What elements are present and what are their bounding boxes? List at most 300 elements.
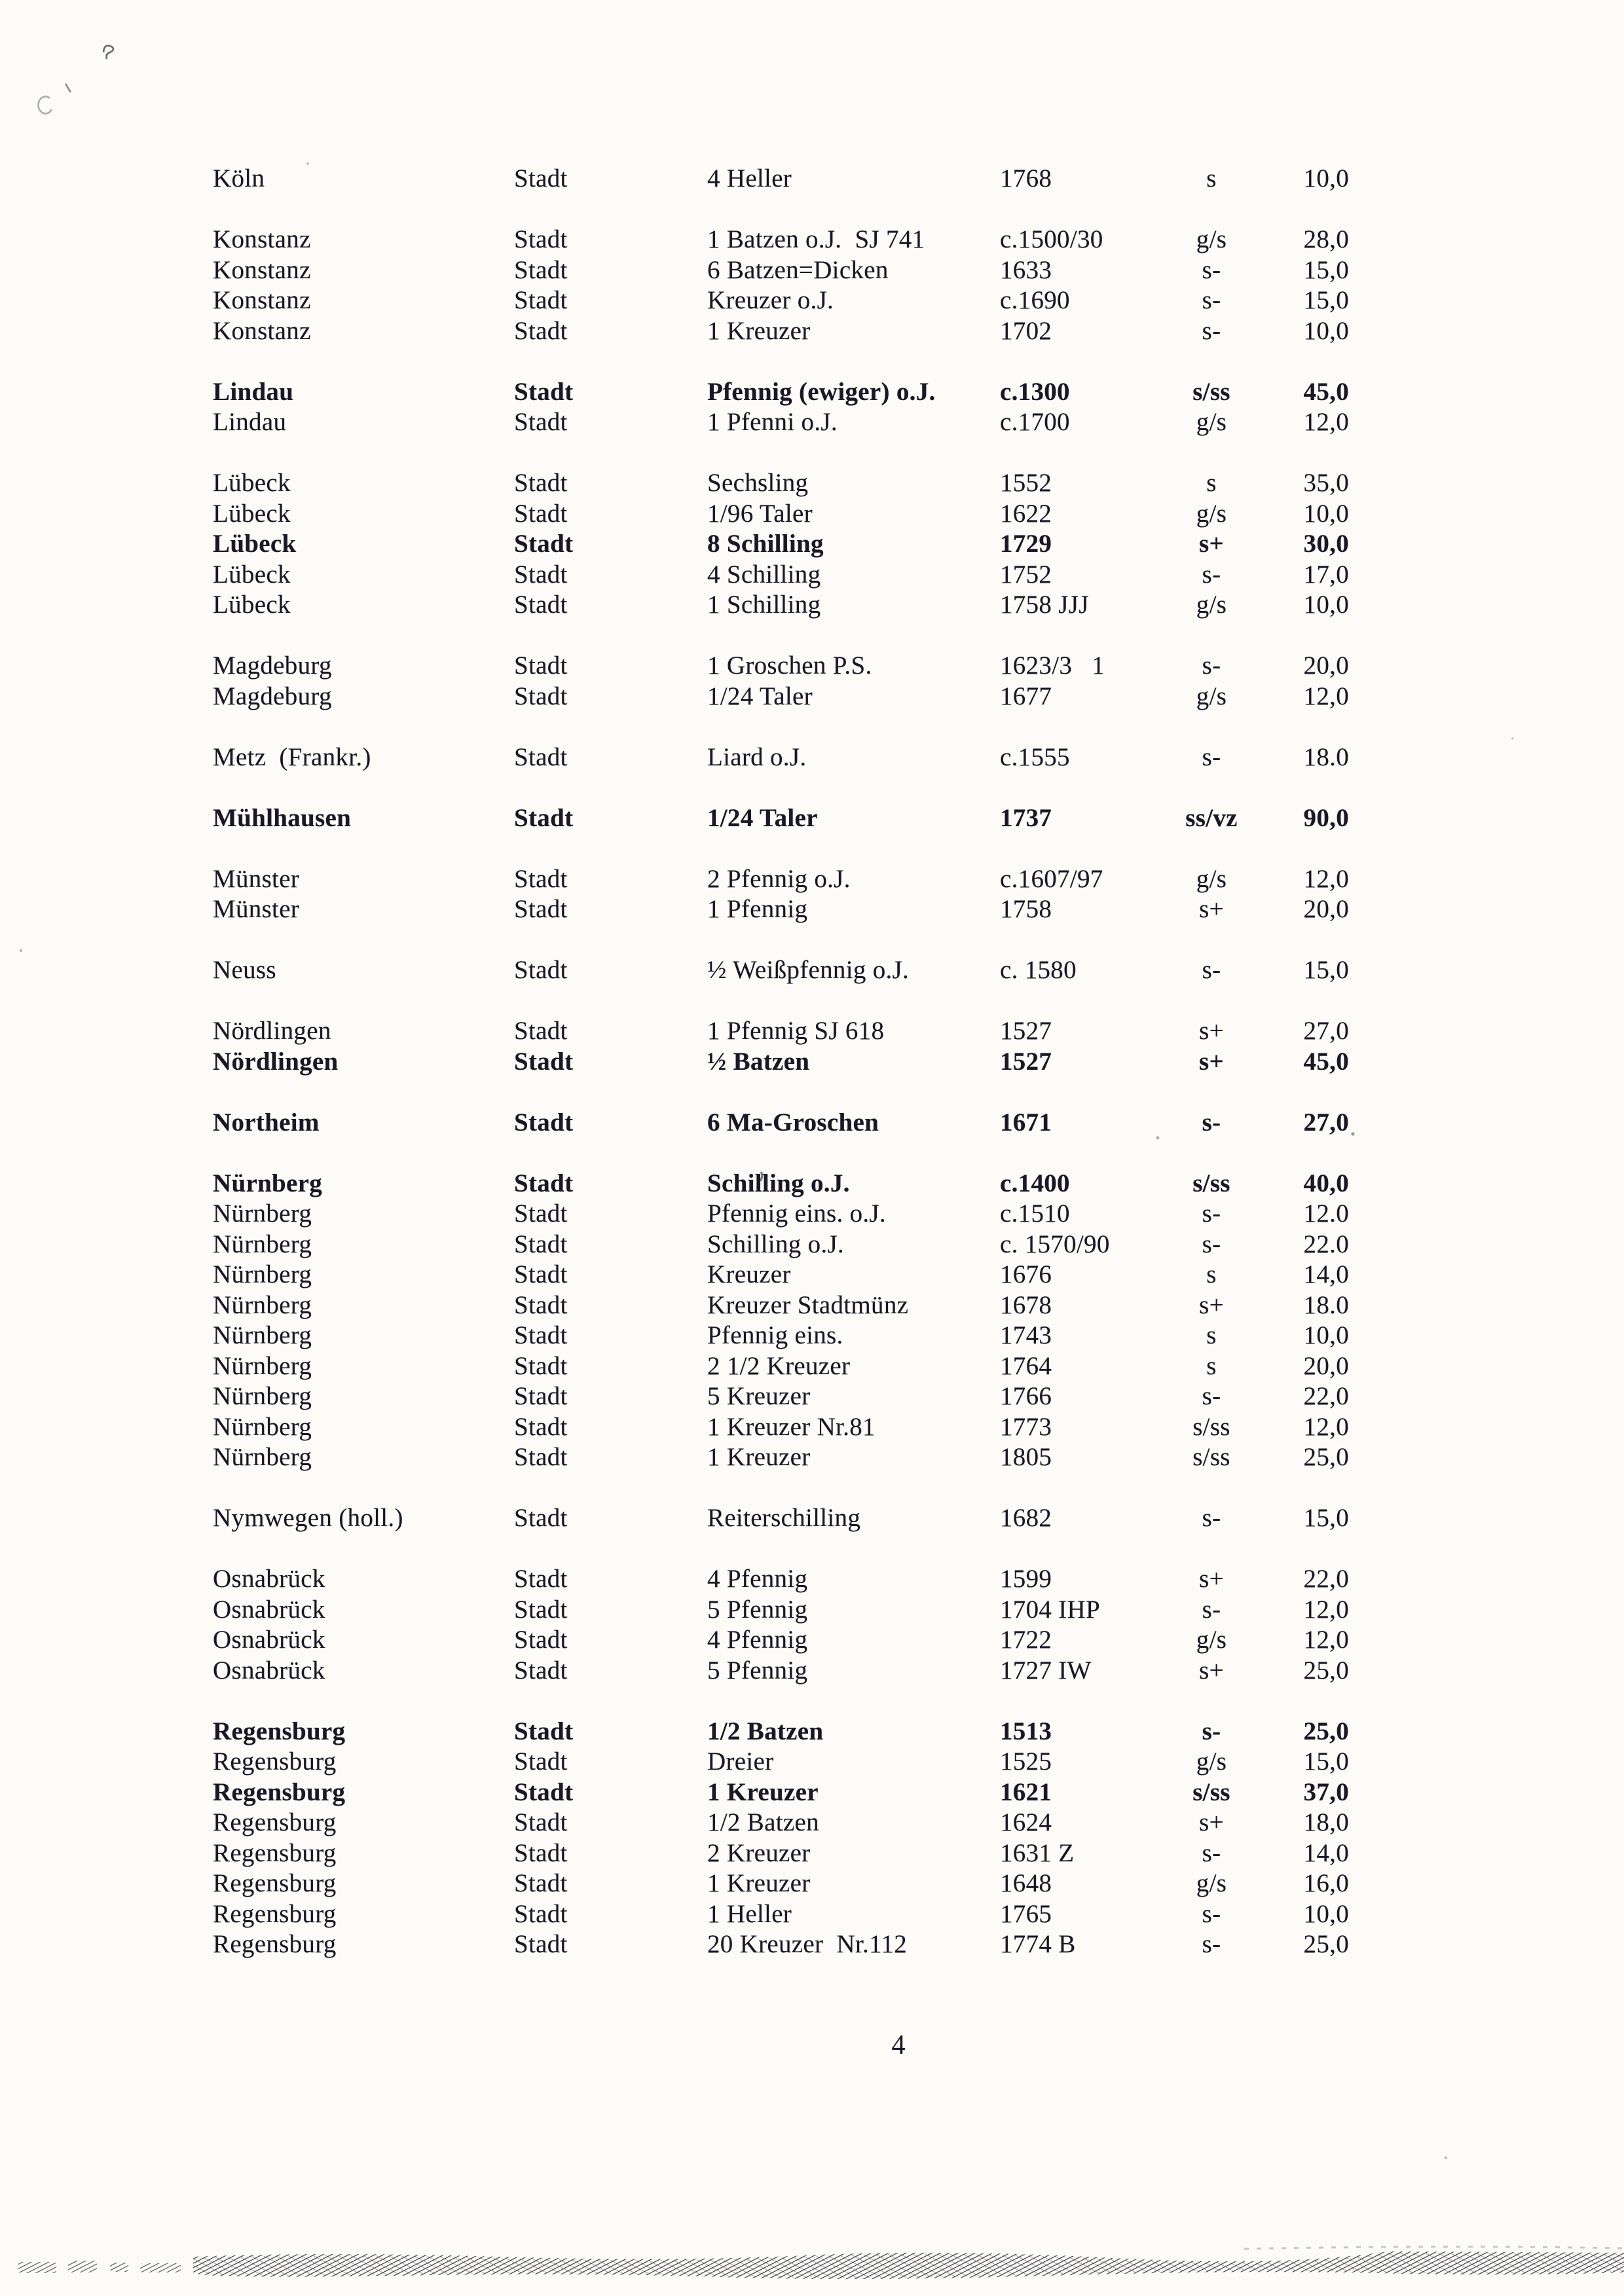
- cell-denomination: 1 Groschen P.S.: [707, 651, 872, 680]
- table-row: [213, 1747, 1349, 1777]
- table-row: [213, 1595, 1349, 1626]
- cell-type: Stadt: [514, 286, 568, 314]
- cell-denomination: 1 Schilling: [707, 591, 821, 619]
- cell-grade: g/s: [1196, 1869, 1227, 1897]
- cell-denomination: Pfennig eins.: [707, 1321, 843, 1349]
- cell-price: 10,0: [1303, 1321, 1349, 1349]
- cell-price: 25,0: [1303, 1717, 1349, 1745]
- cell-year: c.1700: [1000, 408, 1070, 436]
- table-row: [213, 560, 1349, 591]
- cell-year: 1765: [1000, 1899, 1052, 1928]
- cell-year: c.1555: [1000, 742, 1070, 771]
- cell-type: Stadt: [514, 956, 568, 984]
- cell-type: Stadt: [514, 1290, 568, 1319]
- cell-city: Magdeburg: [213, 651, 332, 680]
- cell-price: 20,0: [1303, 1351, 1349, 1380]
- table-row: [213, 1929, 1349, 1960]
- cell-year: 1633: [1000, 255, 1052, 284]
- table-row: [213, 1503, 1349, 1534]
- cell-price: 22,0: [1303, 1565, 1349, 1593]
- cell-year: 1764: [1000, 1351, 1052, 1380]
- cell-city: Lübeck: [213, 591, 291, 619]
- cell-type: Stadt: [514, 499, 568, 528]
- cell-denomination: 1/2 Batzen: [707, 1717, 824, 1745]
- cell-type: Stadt: [514, 1230, 568, 1258]
- cell-denomination: 1 Kreuzer Nr.81: [707, 1412, 876, 1441]
- cell-price: 45,0: [1303, 1047, 1349, 1076]
- cell-year: 1621: [1000, 1777, 1052, 1806]
- cell-grade: s+: [1199, 1565, 1224, 1593]
- page-number: 4: [891, 2030, 906, 2060]
- cell-city: Münster: [213, 895, 300, 923]
- cell-type: Stadt: [514, 1899, 568, 1928]
- cell-grade: g/s: [1196, 864, 1227, 893]
- cell-price: 10,0: [1303, 316, 1349, 345]
- cell-type: Stadt: [514, 803, 574, 832]
- table-row: [213, 803, 1349, 834]
- cell-type: Stadt: [514, 225, 568, 253]
- cell-year: 1678: [1000, 1290, 1052, 1319]
- cell-price: 17,0: [1303, 560, 1349, 589]
- cell-type: Stadt: [514, 1565, 568, 1593]
- cell-type: Stadt: [514, 1047, 574, 1076]
- cell-year: 1704 IHP: [1000, 1595, 1100, 1624]
- cell-city: Köln: [213, 164, 265, 192]
- group-gap: [213, 1138, 1349, 1169]
- table-row: [213, 1047, 1349, 1078]
- cell-grade: s-: [1202, 1717, 1221, 1745]
- cell-city: Nördlingen: [213, 1047, 339, 1076]
- table-row: [213, 285, 1349, 316]
- cell-grade: g/s: [1196, 682, 1227, 710]
- cell-type: Stadt: [514, 377, 574, 406]
- cell-year: c. 1580: [1000, 956, 1077, 984]
- group-gap: [213, 1473, 1349, 1504]
- cell-grade: g/s: [1196, 591, 1227, 619]
- cell-price: 12.0: [1303, 1199, 1349, 1228]
- cell-year: 1676: [1000, 1260, 1052, 1288]
- cell-city: Mühlhausen: [213, 803, 352, 832]
- cell-year: 1774 B: [1000, 1930, 1076, 1958]
- cell-city: Regensburg: [213, 1899, 337, 1928]
- cell-denomination: 6 Ma-Groschen: [707, 1108, 879, 1137]
- cell-price: 12,0: [1303, 1595, 1349, 1624]
- cell-type: Stadt: [514, 651, 568, 680]
- cell-price: 12,0: [1303, 864, 1349, 893]
- cell-city: Nürnberg: [213, 1443, 312, 1471]
- group-gap: [213, 712, 1349, 742]
- table-row: [213, 1169, 1349, 1199]
- group-gap: [213, 194, 1349, 225]
- cell-city: Nürnberg: [213, 1382, 312, 1410]
- cell-price: 12,0: [1303, 408, 1349, 436]
- cell-grade: g/s: [1196, 408, 1227, 436]
- table-row: [213, 1868, 1349, 1899]
- cell-type: Stadt: [514, 255, 568, 284]
- cell-grade: s-: [1202, 1899, 1221, 1928]
- cell-type: Stadt: [514, 1747, 568, 1776]
- cell-type: Stadt: [514, 560, 568, 589]
- cell-grade: s/ss: [1192, 1443, 1230, 1471]
- cell-city: Münster: [213, 864, 300, 893]
- cell-city: Osnabrück: [213, 1595, 325, 1624]
- cell-price: 22,0: [1303, 1382, 1349, 1410]
- cell-type: Stadt: [514, 1169, 574, 1197]
- cell-denomination: 1/24 Taler: [707, 803, 818, 832]
- cell-type: Stadt: [514, 1321, 568, 1349]
- cell-grade: s: [1206, 164, 1217, 192]
- cell-type: Stadt: [514, 1808, 568, 1836]
- table-row: [213, 468, 1349, 499]
- group-gap: [213, 621, 1349, 651]
- cell-price: 27,0: [1303, 1017, 1349, 1045]
- cell-city: Regensburg: [213, 1930, 337, 1958]
- cell-type: Stadt: [514, 1595, 568, 1624]
- cell-denomination: 8 Schilling: [707, 530, 824, 558]
- cell-grade: s-: [1202, 316, 1221, 345]
- cell-year: 1727 IW: [1000, 1656, 1092, 1685]
- cell-grade: s-: [1202, 1838, 1221, 1867]
- cell-year: 1648: [1000, 1869, 1052, 1897]
- cell-city: Nürnberg: [213, 1169, 323, 1197]
- cell-city: Northeim: [213, 1108, 320, 1137]
- cell-grade: s+: [1199, 1656, 1224, 1685]
- cell-year: c.1500/30: [1000, 225, 1103, 253]
- cell-grade: s-: [1202, 1930, 1221, 1958]
- cell-denomination: 1/2 Batzen: [707, 1808, 819, 1836]
- cell-city: Regensburg: [213, 1869, 337, 1897]
- table-row: [213, 377, 1349, 408]
- cell-year: 1758 JJJ: [1000, 591, 1089, 619]
- table-row: [213, 1321, 1349, 1351]
- cell-type: Stadt: [514, 1717, 574, 1745]
- cell-city: Magdeburg: [213, 682, 332, 710]
- cell-denomination: 20 Kreuzer Nr.112: [707, 1930, 908, 1958]
- cell-denomination: 6 Batzen=Dicken: [707, 255, 889, 284]
- cell-type: Stadt: [514, 1930, 568, 1958]
- cell-denomination: 4 Heller: [707, 164, 792, 192]
- cell-type: Stadt: [514, 1504, 568, 1532]
- cell-grade: ss/vz: [1185, 803, 1238, 832]
- cell-price: 20,0: [1303, 895, 1349, 923]
- cell-city: Regensburg: [213, 1808, 337, 1836]
- cell-denomination: Kreuzer: [707, 1260, 791, 1288]
- cell-denomination: Schilling o.J.: [707, 1169, 850, 1197]
- cell-price: 18.0: [1303, 1290, 1349, 1319]
- cell-grade: g/s: [1196, 1747, 1227, 1776]
- table-row: [213, 1656, 1349, 1686]
- cell-price: 45,0: [1303, 377, 1349, 406]
- table-row: [213, 1108, 1349, 1139]
- cell-city: Lübeck: [213, 499, 291, 528]
- cell-city: Nymwegen (holl.): [213, 1504, 403, 1532]
- cell-grade: s/ss: [1192, 1169, 1230, 1197]
- cell-year: c.1510: [1000, 1199, 1070, 1228]
- cell-grade: s-: [1202, 1382, 1221, 1410]
- cell-city: Nürnberg: [213, 1230, 312, 1258]
- cell-denomination: 1 Kreuzer: [707, 316, 811, 345]
- cell-city: Nürnberg: [213, 1321, 312, 1349]
- cell-denomination: ½ Weißpfennig o.J.: [707, 956, 910, 984]
- cell-denomination: 2 Kreuzer: [707, 1838, 811, 1867]
- cell-year: 1758: [1000, 895, 1052, 923]
- cell-price: 14,0: [1303, 1838, 1349, 1867]
- cell-type: Stadt: [514, 1199, 568, 1228]
- cell-denomination: Pfennig (ewiger) o.J.: [707, 377, 936, 406]
- cell-year: 1702: [1000, 316, 1052, 345]
- cell-city: Nürnberg: [213, 1351, 312, 1380]
- table-row: [213, 1442, 1349, 1473]
- cell-type: Stadt: [514, 469, 568, 497]
- table-row: [213, 164, 1349, 194]
- cell-price: 12,0: [1303, 1412, 1349, 1441]
- table-row: [213, 407, 1349, 438]
- cell-denomination: 5 Pfennig: [707, 1656, 808, 1685]
- cell-type: Stadt: [514, 408, 568, 436]
- cell-year: 1624: [1000, 1808, 1052, 1836]
- table-row: [213, 1290, 1349, 1321]
- cell-type: Stadt: [514, 316, 568, 345]
- cell-type: Stadt: [514, 1656, 568, 1685]
- table-row: [213, 1260, 1349, 1290]
- cell-city: Neuss: [213, 956, 276, 984]
- cell-city: Osnabrück: [213, 1656, 325, 1685]
- cell-price: 20,0: [1303, 651, 1349, 680]
- cell-type: Stadt: [514, 1838, 568, 1867]
- cell-grade: s-: [1202, 956, 1221, 984]
- cell-type: Stadt: [514, 164, 568, 192]
- cell-type: Stadt: [514, 742, 568, 771]
- table-row: [213, 1717, 1349, 1747]
- cell-denomination: 1/96 Taler: [707, 499, 813, 528]
- cell-city: Konstanz: [213, 255, 311, 284]
- cell-type: Stadt: [514, 1443, 568, 1471]
- table-row: [213, 1564, 1349, 1595]
- group-gap: [213, 1686, 1349, 1717]
- cell-year: 1729: [1000, 530, 1052, 558]
- cell-price: 15,0: [1303, 286, 1349, 314]
- cell-type: Stadt: [514, 1869, 568, 1897]
- group-gap: [213, 438, 1349, 469]
- cell-city: Konstanz: [213, 225, 311, 253]
- cell-city: Regensburg: [213, 1777, 346, 1806]
- group-gap: [213, 1534, 1349, 1565]
- group-gap: [213, 986, 1349, 1017]
- cell-year: 1631 Z: [1000, 1838, 1075, 1867]
- cell-denomination: Kreuzer o.J.: [707, 286, 834, 314]
- cell-price: 10,0: [1303, 164, 1349, 192]
- table-row: [213, 1838, 1349, 1869]
- cell-year: 1527: [1000, 1047, 1052, 1076]
- cell-grade: s-: [1202, 1199, 1221, 1228]
- cell-denomination: Sechsling: [707, 469, 809, 497]
- cell-city: Nördlingen: [213, 1017, 331, 1045]
- group-gap: [213, 346, 1349, 377]
- cell-price: 35,0: [1303, 469, 1349, 497]
- table-row: [213, 1016, 1349, 1047]
- cell-price: 10,0: [1303, 499, 1349, 528]
- cell-city: Metz (Frankr.): [213, 742, 371, 771]
- table-row: [213, 1412, 1349, 1443]
- cell-price: 25,0: [1303, 1930, 1349, 1958]
- coin-table: [213, 164, 1349, 1960]
- cell-year: 1722: [1000, 1626, 1052, 1654]
- cell-type: Stadt: [514, 682, 568, 710]
- cell-year: 1677: [1000, 682, 1052, 710]
- cell-city: Lübeck: [213, 530, 297, 558]
- cell-type: Stadt: [514, 1382, 568, 1410]
- cell-price: 30,0: [1303, 530, 1349, 558]
- cell-denomination: 1 Batzen o.J. SJ 741: [707, 225, 925, 253]
- cell-price: 15,0: [1303, 1747, 1349, 1776]
- table-row: [213, 499, 1349, 530]
- cell-price: 15,0: [1303, 956, 1349, 984]
- cell-year: 1805: [1000, 1443, 1052, 1471]
- cell-grade: s/ss: [1192, 377, 1230, 406]
- cell-city: Nürnberg: [213, 1199, 312, 1228]
- cell-city: Lindau: [213, 408, 287, 436]
- cell-year: 1671: [1000, 1108, 1052, 1137]
- cell-denomination: 1 Kreuzer: [707, 1777, 819, 1806]
- cell-grade: s-: [1202, 1230, 1221, 1258]
- cell-grade: s: [1206, 1321, 1217, 1349]
- table-row: [213, 1899, 1349, 1930]
- table-row: [213, 225, 1349, 255]
- cell-grade: g/s: [1196, 225, 1227, 253]
- cell-denomination: ½ Batzen: [707, 1047, 810, 1076]
- table-row: [213, 955, 1349, 986]
- table-row: [213, 894, 1349, 925]
- scan-artifact-band: [0, 2242, 1624, 2296]
- cell-denomination: Reiterschilling: [707, 1504, 861, 1532]
- cell-denomination: Kreuzer Stadtmünz: [707, 1290, 909, 1319]
- cell-year: 1622: [1000, 499, 1052, 528]
- cell-grade: s+: [1198, 530, 1224, 558]
- group-gap: [213, 833, 1349, 864]
- cell-year: 1743: [1000, 1321, 1052, 1349]
- cell-denomination: 2 Pfennig o.J.: [707, 864, 851, 893]
- cell-price: 25,0: [1303, 1656, 1349, 1685]
- cell-year: c. 1570/90: [1000, 1230, 1110, 1258]
- cell-year: c.1300: [1000, 377, 1070, 406]
- cell-denomination: 1/24 Taler: [707, 682, 813, 710]
- cell-grade: s-: [1202, 1108, 1221, 1137]
- cell-denomination: 4 Pfennig: [707, 1626, 808, 1654]
- table-row: [213, 742, 1349, 773]
- cell-grade: s/ss: [1192, 1777, 1230, 1806]
- cell-price: 40,0: [1303, 1169, 1349, 1197]
- cell-grade: s+: [1199, 1017, 1224, 1045]
- cell-city: Nürnberg: [213, 1290, 312, 1319]
- cell-year: 1752: [1000, 560, 1052, 589]
- cell-grade: s-: [1202, 255, 1221, 284]
- cell-year: 1766: [1000, 1382, 1052, 1410]
- cell-price: 15,0: [1303, 1504, 1349, 1532]
- cell-price: 14,0: [1303, 1260, 1349, 1288]
- cell-city: Nürnberg: [213, 1260, 312, 1288]
- cell-price: 28,0: [1303, 225, 1349, 253]
- cell-city: Nürnberg: [213, 1412, 312, 1441]
- cell-denomination: Liard o.J.: [707, 742, 807, 771]
- cell-price: 10,0: [1303, 1899, 1349, 1928]
- cell-denomination: Dreier: [707, 1747, 774, 1776]
- cell-denomination: 1 Kreuzer: [707, 1869, 811, 1897]
- cell-year: c.1690: [1000, 286, 1070, 314]
- cell-denomination: Pfennig eins. o.J.: [707, 1199, 886, 1228]
- table-row: [213, 864, 1349, 895]
- cell-year: 1599: [1000, 1565, 1052, 1593]
- cell-type: Stadt: [514, 530, 574, 558]
- cell-year: 1682: [1000, 1504, 1052, 1532]
- cell-price: 18,0: [1303, 1808, 1349, 1836]
- cell-grade: s-: [1202, 1504, 1221, 1532]
- cell-denomination: 5 Pfennig: [707, 1595, 808, 1624]
- cell-year: c.1607/97: [1000, 864, 1103, 893]
- cell-denomination: 2 1/2 Kreuzer: [707, 1351, 851, 1380]
- cell-denomination: 1 Pfennig SJ 618: [707, 1017, 885, 1045]
- cell-year: 1525: [1000, 1747, 1052, 1776]
- cell-type: Stadt: [514, 1017, 568, 1045]
- cell-denomination: 4 Pfennig: [707, 1565, 808, 1593]
- table-row: [213, 651, 1349, 682]
- cell-type: Stadt: [514, 1412, 568, 1441]
- table-row: [213, 1808, 1349, 1838]
- cell-city: Lindau: [213, 377, 294, 406]
- cell-city: Regensburg: [213, 1717, 346, 1745]
- cell-price: 18.0: [1303, 742, 1349, 771]
- cell-type: Stadt: [514, 895, 568, 923]
- cell-grade: s-: [1202, 286, 1221, 314]
- cell-price: 27,0: [1303, 1108, 1349, 1137]
- cell-denomination: 1 Heller: [707, 1899, 792, 1928]
- cell-city: Osnabrück: [213, 1565, 325, 1593]
- cell-year: 1768: [1000, 164, 1052, 192]
- cell-denomination: 1 Pfennig: [707, 895, 808, 923]
- cell-type: Stadt: [514, 1351, 568, 1380]
- cell-denomination: 4 Schilling: [707, 560, 821, 589]
- cell-price: 15,0: [1303, 255, 1349, 284]
- cell-city: Osnabrück: [213, 1626, 325, 1654]
- group-gap: [213, 1077, 1349, 1108]
- cell-grade: s-: [1202, 651, 1221, 680]
- table-row: [213, 1230, 1349, 1260]
- cell-denomination: Schilling o.J.: [707, 1230, 844, 1258]
- cell-denomination: 1 Pfenni o.J.: [707, 408, 838, 436]
- cell-grade: s: [1206, 1351, 1217, 1380]
- cell-price: 90,0: [1303, 803, 1349, 832]
- cell-grade: s+: [1199, 1290, 1224, 1319]
- cell-price: 10,0: [1303, 591, 1349, 619]
- cell-grade: g/s: [1196, 499, 1227, 528]
- cell-price: 12,0: [1303, 682, 1349, 710]
- table-row: [213, 316, 1349, 347]
- cell-grade: s-: [1202, 560, 1221, 589]
- cell-type: Stadt: [514, 1777, 574, 1806]
- cell-price: 22.0: [1303, 1230, 1349, 1258]
- cell-price: 12,0: [1303, 1626, 1349, 1654]
- cell-grade: s-: [1202, 742, 1221, 771]
- cell-city: Konstanz: [213, 316, 311, 345]
- table-row: [213, 1777, 1349, 1808]
- cell-year: c.1400: [1000, 1169, 1070, 1197]
- cell-type: Stadt: [514, 591, 568, 619]
- cell-grade: s-: [1202, 1595, 1221, 1624]
- cell-grade: s: [1206, 469, 1217, 497]
- cell-denomination: 1 Kreuzer: [707, 1443, 811, 1471]
- cell-city: Konstanz: [213, 286, 311, 314]
- cell-year: 1623/3 1: [1000, 651, 1105, 680]
- cell-price: 25,0: [1303, 1443, 1349, 1471]
